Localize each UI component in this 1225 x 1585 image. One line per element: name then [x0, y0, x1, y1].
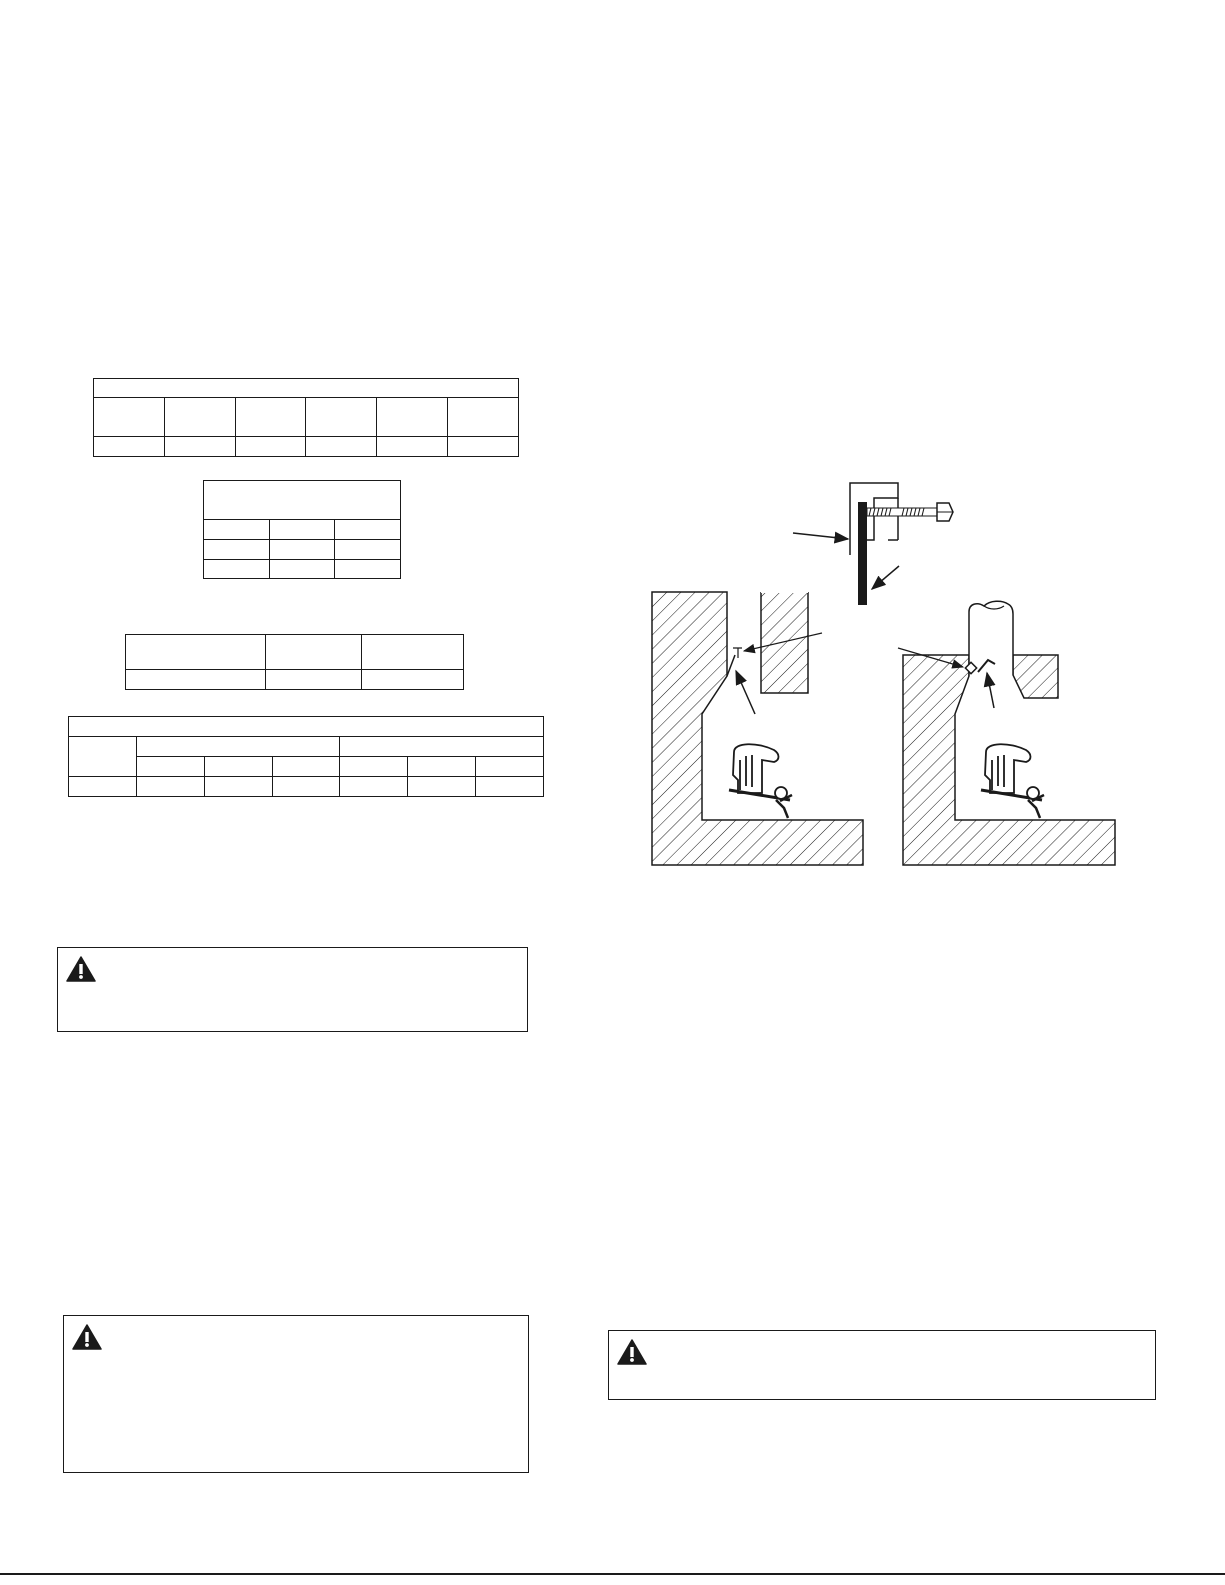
table-4-subheader	[476, 757, 544, 777]
table-1-cell	[306, 437, 377, 457]
table-2-cell	[269, 540, 335, 560]
table-2-cell	[335, 540, 401, 560]
table-2-cell	[204, 520, 270, 540]
warning-box-1	[57, 947, 528, 1032]
warning-box-3	[608, 1330, 1156, 1400]
table-4	[68, 716, 544, 797]
footer-rule	[0, 1573, 1225, 1575]
table-4-group-header	[136, 737, 340, 757]
cross-section-left-view	[652, 592, 863, 865]
table-1-header-cell	[306, 398, 377, 437]
table-3-cell	[266, 670, 362, 690]
table-3-header-cell	[126, 635, 266, 670]
cross-section-right-view	[898, 601, 1115, 865]
table-2-cell	[204, 560, 270, 579]
table-2-cell	[335, 520, 401, 540]
table-4-title	[69, 717, 544, 737]
table-1-cell	[448, 437, 519, 457]
table-1	[93, 378, 519, 457]
clamp-tool	[793, 483, 953, 605]
table-1-header-cell	[377, 398, 448, 437]
table-4-subheader	[340, 757, 408, 777]
table-1-title	[94, 379, 519, 398]
table-4-subheader	[408, 757, 476, 777]
table-4-cell	[136, 777, 204, 797]
table-2-title	[204, 481, 401, 520]
installation-figure	[640, 470, 1140, 880]
table-4-subheader	[136, 757, 204, 777]
table-3	[125, 634, 464, 690]
warning-triangle-icon	[72, 1324, 102, 1350]
clamp-screw	[867, 503, 953, 521]
table-4-cell	[340, 777, 408, 797]
table-4-cell	[408, 777, 476, 797]
table-4-cell	[476, 777, 544, 797]
table-1-cell	[235, 437, 306, 457]
table-1-header-cell	[448, 398, 519, 437]
burner-mechanism-right	[981, 744, 1044, 818]
table-4-subheader	[272, 757, 340, 777]
table-4-subheader	[204, 757, 272, 777]
table-2-cell	[269, 520, 335, 540]
warning-box-2	[63, 1315, 529, 1473]
table-1-cell	[164, 437, 235, 457]
table-4-cell	[69, 777, 137, 797]
table-4-row-header	[69, 737, 137, 777]
table-3-cell	[126, 670, 266, 690]
table-3-cell	[362, 670, 464, 690]
burner-mechanism-left	[729, 744, 792, 818]
table-1-header-cell	[235, 398, 306, 437]
table-1-cell	[377, 437, 448, 457]
table-1-cell	[94, 437, 165, 457]
table-3-header-cell	[266, 635, 362, 670]
table-4-cell	[272, 777, 340, 797]
table-1-header-cell	[94, 398, 165, 437]
table-3-header-cell	[362, 635, 464, 670]
table-2	[203, 480, 401, 579]
table-2-cell	[204, 540, 270, 560]
warning-triangle-icon	[617, 1339, 647, 1365]
table-4-group-header	[340, 737, 544, 757]
table-2-cell	[335, 560, 401, 579]
table-2-cell	[269, 560, 335, 579]
warning-triangle-icon	[66, 956, 96, 982]
table-4-cell	[204, 777, 272, 797]
table-1-header-cell	[164, 398, 235, 437]
